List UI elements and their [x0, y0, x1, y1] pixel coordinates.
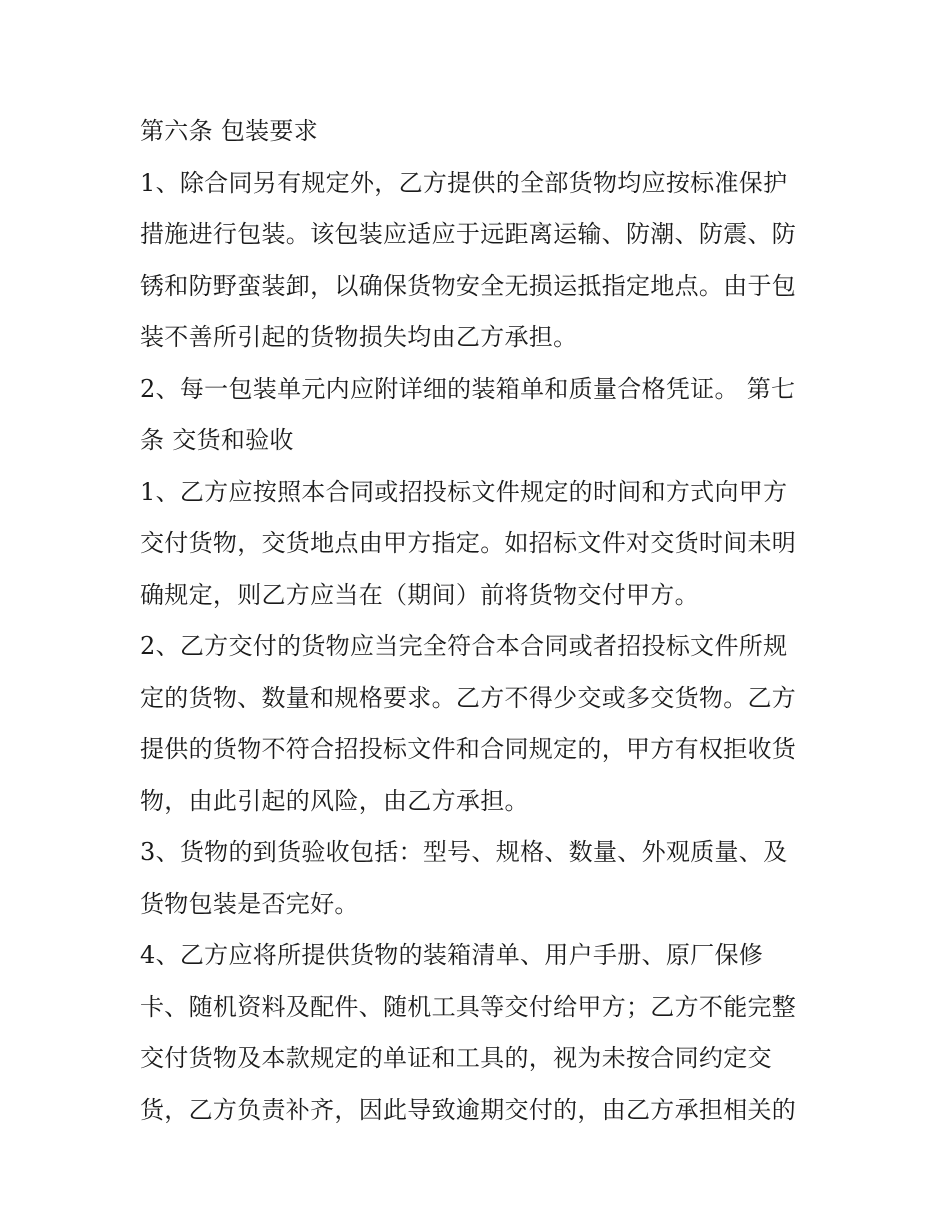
text-line: 3、货物的到货验收包括：型号、规格、数量、外观质量、及	[140, 838, 788, 866]
text-line: 货，乙方负责补齐，因此导致逾期交付的，由乙方承担相关的	[140, 1095, 797, 1124]
section-heading-article-6: 第六条 包装要求	[140, 117, 319, 145]
text-line: 2、每一包装单元内应附详细的装箱单和质量合格凭证。 第七	[140, 374, 796, 403]
section-heading-article-7: 条 交货和验收	[140, 426, 294, 454]
text-line: 4、乙方应将所提供货物的装箱清单、用户手册、原厂保修	[140, 941, 764, 969]
text-line: 1、乙方应按照本合同或招投标文件规定的时间和方式向甲方	[140, 477, 788, 506]
text-line: 2、乙方交付的货物应当完全符合本合同或者招投标文件所规	[140, 632, 788, 660]
text-line: 交付货物，交货地点由甲方指定。如招标文件对交货时间未明	[140, 529, 797, 557]
text-line: 交付货物及本款规定的单证和工具的，视为未按合同约定交	[140, 1044, 772, 1072]
text-line: 提供的货物不符合招投标文件和合同规定的，甲方有权拒收货	[140, 735, 797, 763]
text-line: 货物包装是否完好。	[140, 889, 359, 918]
text-line: 1、除合同另有规定外，乙方提供的全部货物均应按标准保护	[140, 168, 788, 197]
text-line: 物，由此引起的风险，由乙方承担。	[140, 786, 529, 815]
text-line: 卡、随机资料及配件、随机工具等交付给甲方；乙方不能完整	[140, 992, 797, 1021]
text-line: 装不善所引起的货物损失均由乙方承担。	[140, 323, 578, 351]
text-line: 措施进行包装。该包装应适应于远距离运输、防潮、防震、防	[140, 220, 797, 248]
document-body	[140, 106, 820, 1136]
text-line: 锈和防野蛮装卸，以确保货物安全无损运抵指定地点。由于包	[140, 271, 797, 300]
text-line: 确规定，则乙方应当在（期间）前将货物交付甲方。	[140, 580, 699, 609]
text-line: 定的货物、数量和规格要求。乙方不得少交或多交货物。乙方	[140, 683, 797, 712]
